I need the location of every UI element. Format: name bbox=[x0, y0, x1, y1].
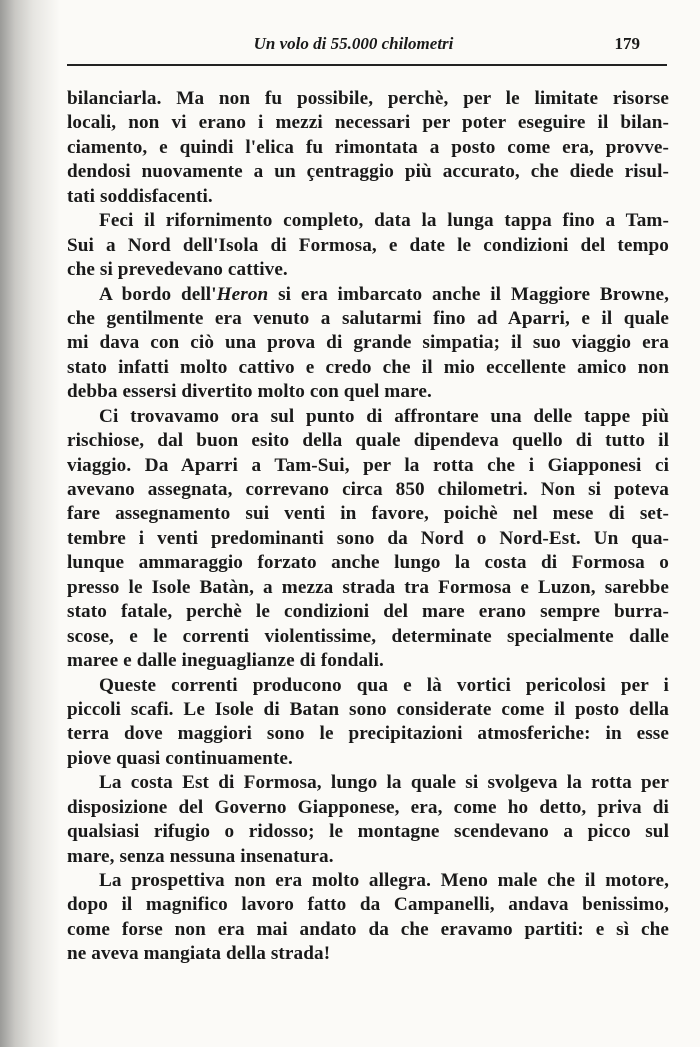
text-line bbox=[67, 209, 669, 233]
text-line bbox=[67, 502, 669, 526]
page-body-text bbox=[67, 87, 669, 967]
text-segment: La costa Est di Formosa, lungo la quale si svolgeva la rotta per bbox=[99, 772, 669, 794]
scan-edge-shadow bbox=[0, 0, 60, 1047]
text-segment: bilanciarla. Ma non fu possibile, perchè, per le limitate risorse bbox=[67, 88, 669, 109]
text-line bbox=[67, 185, 669, 209]
text-line bbox=[67, 698, 669, 722]
text-line bbox=[67, 551, 669, 575]
text-segment: rischiose, dal buon esito della quale dipendeva quello di tutto il bbox=[67, 430, 669, 452]
text-segment: fare assegnamento sui venti in favore, poichè nel mese di set- bbox=[67, 503, 669, 525]
text-line bbox=[67, 331, 669, 355]
text-line bbox=[67, 942, 669, 966]
text-segment: debba essersi divertito molto con quel mare. bbox=[67, 381, 432, 403]
text-line bbox=[67, 527, 669, 551]
text-line bbox=[67, 674, 669, 698]
text-line bbox=[67, 918, 669, 942]
text-segment: Feci il rifornimento completo, data la lunga tappa fino a Tam- bbox=[99, 210, 669, 232]
header-rule bbox=[67, 64, 667, 66]
text-segment: scose, e le correnti violentissime, determinate specialmente dalle bbox=[67, 625, 669, 647]
text-segment: lunque ammaraggio forzato anche lungo la costa di Formosa o bbox=[67, 552, 669, 574]
text-segment: che si prevedevano cattive. bbox=[67, 259, 288, 281]
text-segment: piove quasi continuamente. bbox=[67, 747, 293, 769]
page-number: 179 bbox=[614, 34, 640, 53]
text-segment: piccoli scafi. Le Isole di Batan sono considerate come il posto della bbox=[67, 698, 669, 720]
text-line bbox=[67, 136, 669, 160]
text-segment: La prospettiva non era molto allegra. Meno male che il motore, bbox=[99, 870, 669, 891]
running-header bbox=[67, 30, 640, 62]
text-line bbox=[67, 405, 669, 429]
text-line bbox=[67, 869, 669, 893]
text-segment: dendosi nuovamente a un çentraggio più accurato, che diede risul- bbox=[67, 161, 669, 183]
text-segment: stato infatti molto cattivo e credo che il mio eccellente amico non bbox=[67, 356, 669, 378]
text-line bbox=[67, 796, 669, 820]
text-segment: ne aveva mangiata della strada! bbox=[67, 943, 331, 965]
text-line bbox=[67, 258, 669, 282]
text-line bbox=[67, 747, 669, 771]
text-line bbox=[67, 283, 669, 307]
text-line bbox=[67, 478, 669, 502]
text-segment: presso le Isole Batàn, a mezza strada tra Formosa e Luzon, sarebbe bbox=[67, 576, 669, 598]
text-line bbox=[67, 600, 669, 624]
text-line bbox=[67, 893, 669, 917]
text-segment: disposizione del Governo Giapponese, era, come ho detto, priva di bbox=[67, 796, 669, 818]
text-segment: Queste correnti producono qua e là vortici pericolosi per i bbox=[99, 674, 669, 696]
text-line bbox=[67, 625, 669, 649]
text-line bbox=[67, 820, 669, 844]
text-segment: mare, senza nessuna insenatura. bbox=[67, 845, 334, 867]
text-segment: stato fatale, perchè le condizioni del mare erano sempre burra- bbox=[67, 601, 669, 623]
text-line bbox=[67, 160, 669, 184]
text-line bbox=[67, 649, 669, 673]
text-line bbox=[67, 454, 669, 478]
text-segment: maree e dalle ineguaglianze di fondali. bbox=[67, 650, 384, 672]
text-segment: viaggio. Da Aparri a Tam-Sui, per la rotta che i Giapponesi ci bbox=[67, 454, 669, 476]
text-segment: come forse non era mai andato da che eravamo partiti: e sì che bbox=[67, 918, 669, 940]
text-segment: Ci trovavamo ora sul punto di affrontare una delle tappe più bbox=[99, 405, 669, 427]
text-line bbox=[67, 307, 669, 331]
text-segment: ciamento, e quindi l'elica fu rimontata a posto come era, provve- bbox=[67, 136, 669, 158]
text-segment: terra dove maggiori sono le precipitazioni atmosferiche: in esse bbox=[67, 723, 669, 745]
text-line bbox=[67, 771, 669, 795]
text-segment: locali, non vi erano i mezzi necessari per poter eseguire il bilan- bbox=[67, 112, 669, 134]
text-line bbox=[67, 429, 669, 453]
text-line bbox=[67, 111, 669, 135]
text-segment: dopo il magnifico lavoro fatto da Campanelli, andava benissimo, bbox=[67, 894, 669, 916]
text-line bbox=[67, 356, 669, 380]
text-segment: che gentilmente era venuto a salutarmi fino ad Aparri, e il quale bbox=[67, 307, 669, 329]
text-segment: qualsiasi rifugio o ridosso; le montagne scendevano a picco sul bbox=[67, 821, 669, 843]
text-segment: A bordo dell' bbox=[99, 283, 217, 305]
text-line bbox=[67, 87, 669, 111]
text-line bbox=[67, 380, 669, 404]
text-line bbox=[67, 722, 669, 746]
text-line bbox=[67, 234, 669, 258]
italic-ship-name: Heron bbox=[216, 283, 269, 305]
running-title: Un volo di 55.000 chilometri bbox=[253, 34, 454, 53]
text-segment: Sui a Nord dell'Isola di Formosa, e date le condizioni del tempo bbox=[67, 234, 669, 256]
text-segment: si era imbarcato anche il Maggiore Browne, bbox=[268, 283, 669, 305]
text-segment: tati soddisfacenti. bbox=[67, 185, 213, 207]
text-line bbox=[67, 576, 669, 600]
text-segment: mi dava con ciò una prova di grande simpatia; il suo viaggio era bbox=[67, 332, 669, 354]
text-segment: avevano assegnata, correvano circa 850 chilometri. Non si poteva bbox=[67, 479, 669, 500]
text-line bbox=[67, 845, 669, 869]
text-segment: tembre i venti predominanti sono da Nord o Nord-Est. Un qua- bbox=[67, 527, 669, 549]
